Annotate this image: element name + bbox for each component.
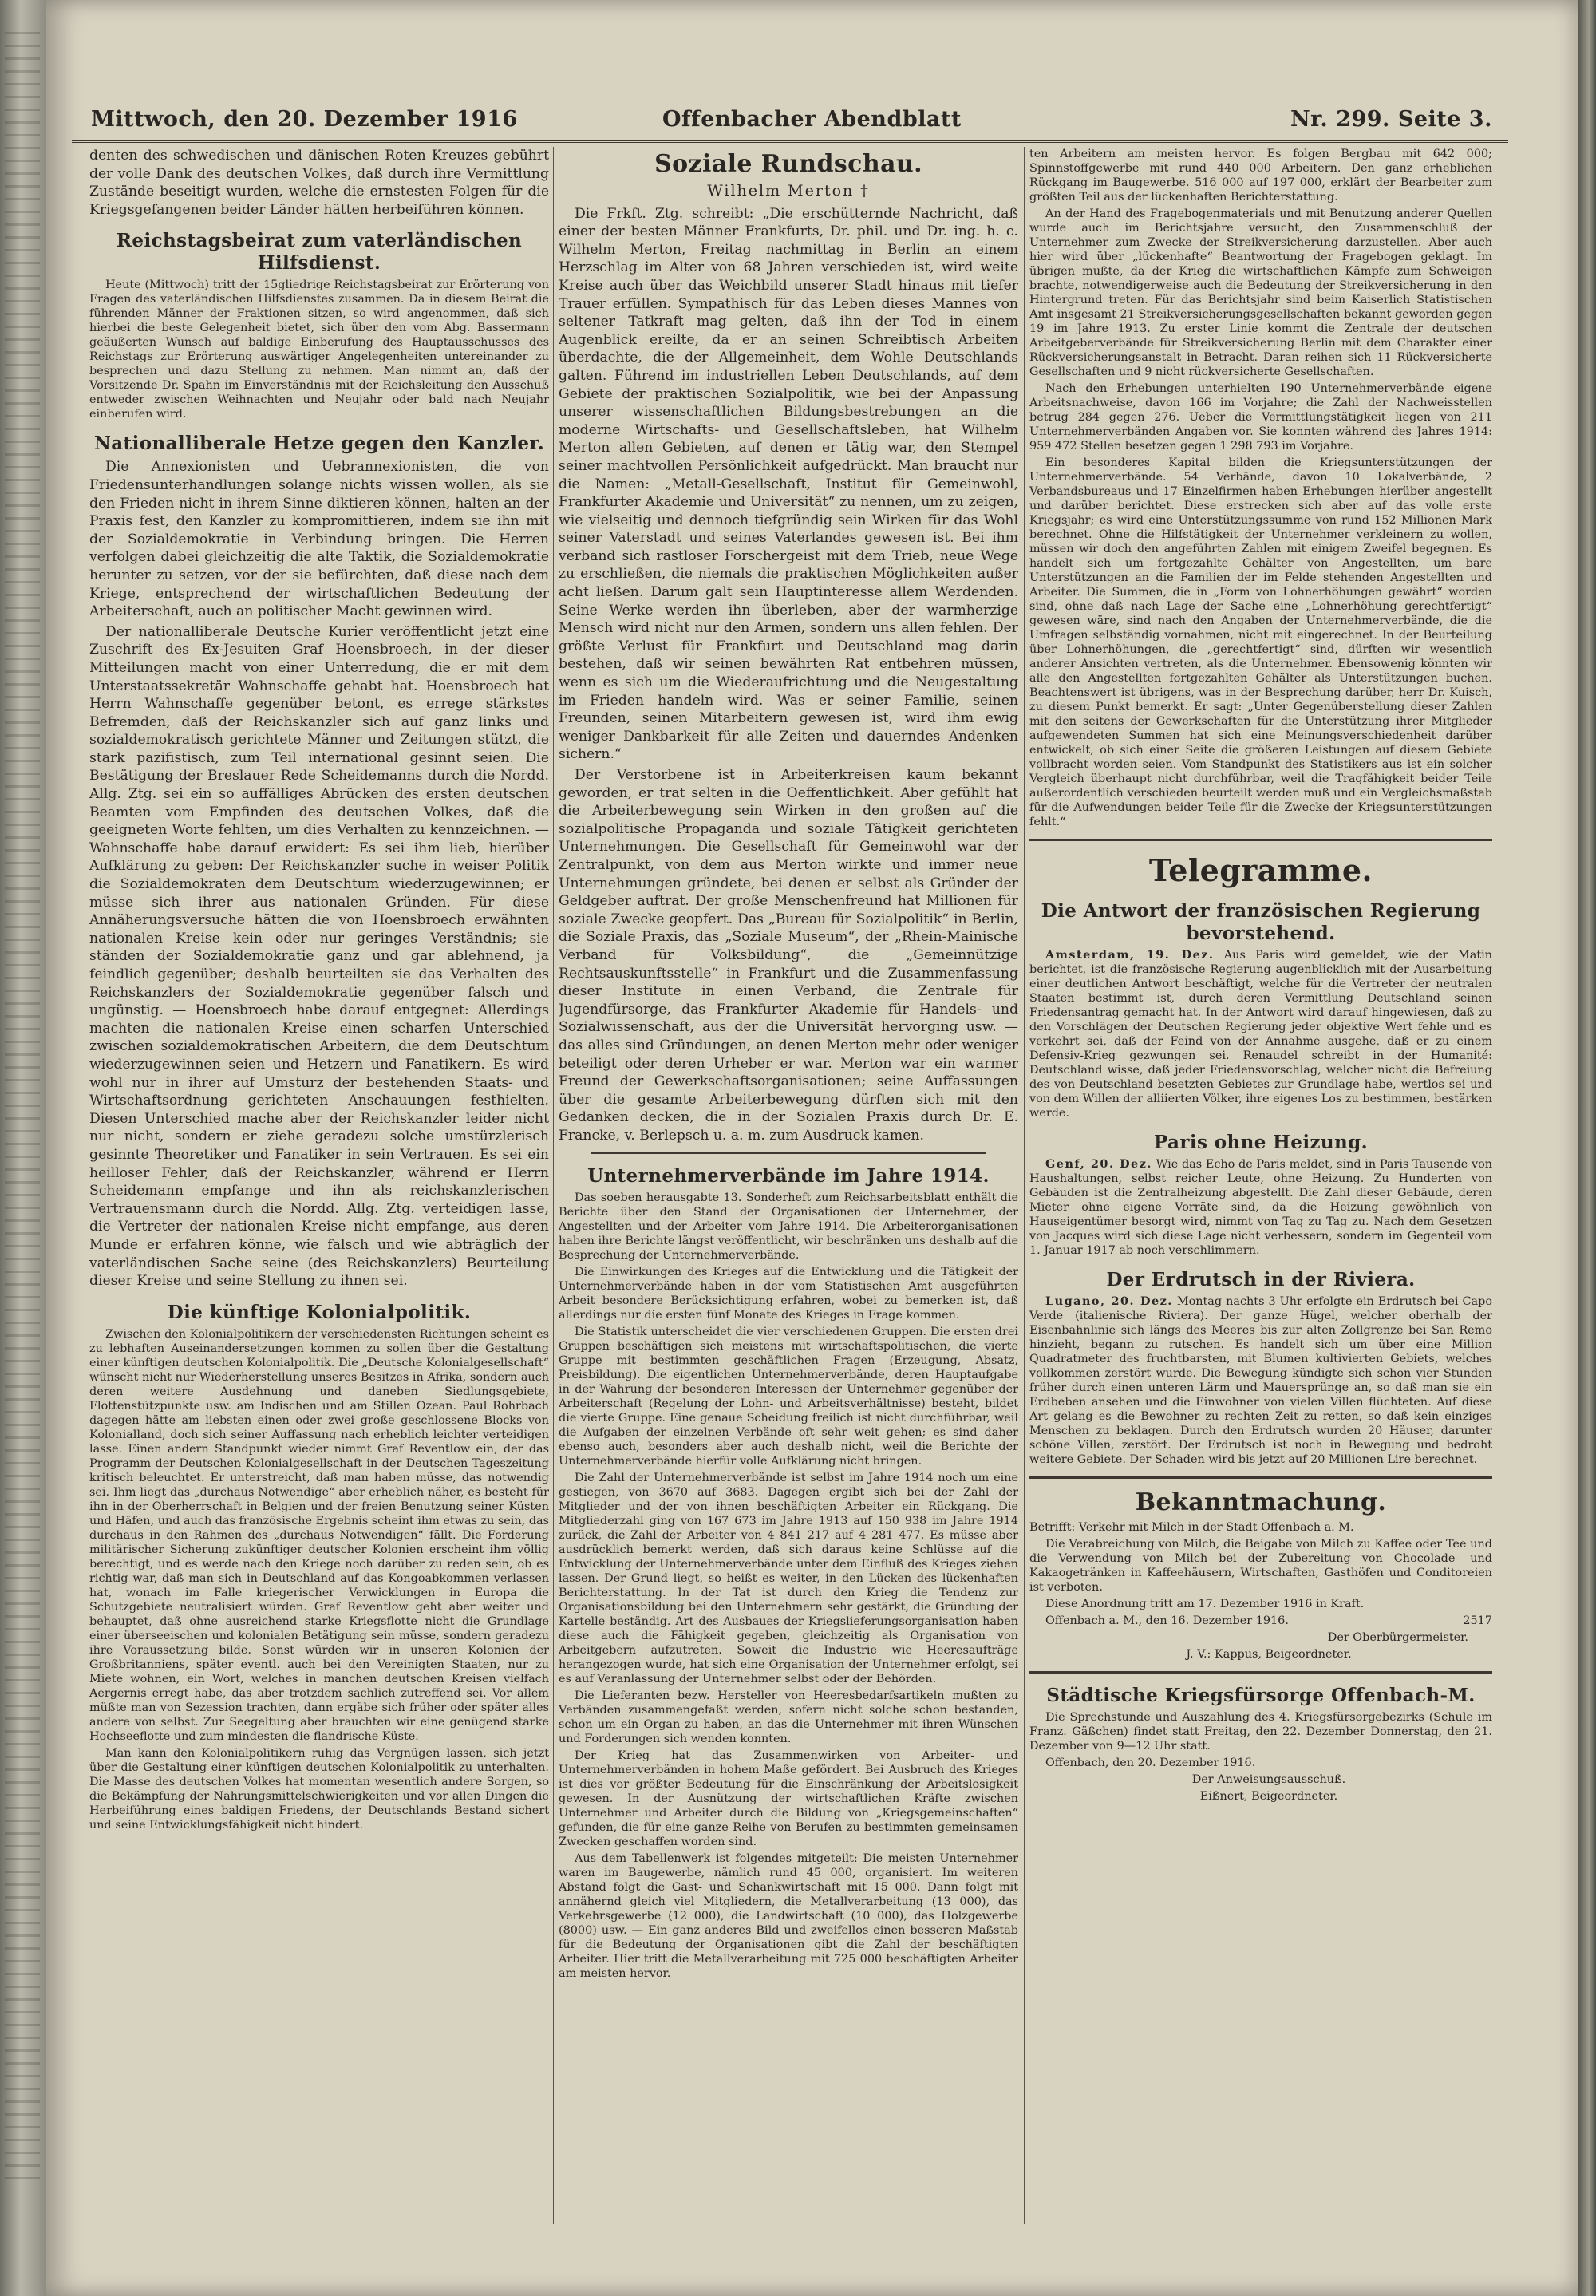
notice-signature: J. V.: Kappus, Beigeordneter. bbox=[1186, 1648, 1352, 1661]
notice-signature: Der Oberbürgermeister. bbox=[1327, 1631, 1468, 1644]
notice-paragraph: Diese Anordnung tritt am 17. Dezember 1916 in Kraft. bbox=[1045, 1598, 1365, 1610]
notice-paragraph: Die Sprechstunde und Auszahlung des 4. Kriegsfürsorgebezirks (Schule im Franz. Gäßchen) findet statt Freitag, den 22. Dezember Donnerstag, den 21. Dezember von 9—12 Uhr statt. bbox=[1029, 1711, 1492, 1753]
article-paragraph: Heute (Mittwoch) tritt der 15gliedrige Reichstagsbeirat zur Erörterung von Fragen des vaterländischen Hilfsdienstes zusammen. Da in diesem Beirat die führenden Männer der Fraktionen sitzen, so wird angenommen, daß sich hierbei die beste Gelegenheit bietet, sich über den vom Abg. Bassermann geäußerten Wunsch auf baldige Einberufung des Hauptausschusses des Reichstags zur Erörterung auswärtiger Angelegenheiten untereinander zu besprechen und dazu Stellung zu nehmen. Man nimmt an, daß der Vorsitzende Dr. Spahn im Einverständnis mit der Reichsleitung den Ausschuß entweder zwischen Weihnachten und Neujahr oder bald nach Neujahr einberufen wird. bbox=[89, 279, 549, 421]
column-2 bbox=[559, 147, 1018, 2240]
divider bbox=[1029, 839, 1492, 841]
notice-paragraph: Die Verabreichung von Milch, die Beigabe von Milch zu Kaffee oder Tee und die Verwendung von Milch bei der Zubereitung von Chocolade- und Kakaogetränken in Kaffeehäusern, Wirtschaften, Gasthöfen und Conditoreien ist verboten. bbox=[1029, 1538, 1492, 1594]
article-paragraph: Der Verstorbene ist in Arbeiterkreisen kaum bekannt geworden, er trat selten in die Oeffentlichkeit. Aber gefühlt hat die Arbeiterbewegung sein Wirken in den großen auf die sozialpolitische Propaganda und soziale Tätigkeit gerichteten Unternehmungen. Die Gesellschaft für Gemeinwohl war der Zentralpunkt, von dem aus Merton wirkte und immer neue Unternehmungen gründete, bei denen er selbst als Gründer der Geldgeber auftrat. Der große Menschenfreund hat Millionen für soziale Zwecke geopfert. Das „Bureau für Sozialpolitik“ in Berlin, die Soziale Praxis, das „Soziale Museum“, der „Rhein-Mainische Verband für Volksbildung“, die „Gemeinnützige Rechtsauskunftsstelle“ in Frankfurt und die Zusammenfassung dieser Institute in einen Verband, die Zentrale für Jugendfürsorge, das Frankfurter Akademie für Handels- und Sozialwissenschaft, aus der die Universität hervorging usw. — das alles sind Gründungen, an denen Merton mehr oder weniger beteiligt oder deren Urheber er war. Merton war ein warmer Freund der Gewerkschaftsorganisationen; seine Auffassungen über die gesamte Arbeiterbewegung dürften sich mit den Gedanken decken, die in der Sozialen Praxis durch Dr. E. Francke, v. Berlepsch u. a. m. zum Ausdruck kamen. bbox=[559, 767, 1018, 1144]
article-paragraph: Die Lieferanten bezw. Hersteller von Heeresbedarfsartikeln mußten zu Verbänden zusammengefaßt werden, sofern nicht solche schon bestanden, schon um ein Organ zu haben, an das die Unternehmer mit ihren Wünschen und Forderungen sich wenden konnten. bbox=[559, 1689, 1018, 1746]
column-rule bbox=[553, 147, 554, 2224]
article-text: Montag nachts 3 Uhr erfolgte ein Erdrutsch bei Capo Verde (italienische Riviera). Der ganze Hügel, welcher oberhalb der Eisenbahnlinie sich längs des Meeres bis zur alten Zollgrenze bei San Remo hinzieht, begann zu rutschen. Es handelt sich um über eine Million Quadratmeter des fruchtbarsten, mit Blumen kultivierten Gebiets, welches vollkommen zerstört wurde. Die Bewegung kündigte sich schon vier Stunden früher durch einen unteren Lärm und Mauersprünge an, so daß man sie ein Erdbeben ansehen und die Einwohner von vielen Villen flüchteten. Auf diese Art gelang es die Bewohner zu rechten Zeit zu retten, so daß kein einziges Menschen zu beklagen. Durch den Erdrutsch wurden 20 Häuser, darunter schöne Villen, zerstört. Der Erdrutsch ist noch in Bewegung und bedroht weitere Gebiete. Der Schaden wird bis jetzt auf 20 Millionen Lire berechnet. bbox=[1029, 1295, 1492, 1466]
article-continuation: denten des schwedischen und dänischen Roten Kreuzes gebührt der volle Dank des deutschen Volkes, daß durch ihre Vermittlung Zustände beseitigt wurden, welche die ernstesten Folgen für die Kriegsgefangenen beider Länder hätten herbeiführen können. bbox=[89, 148, 549, 218]
article-paragraph: Aus dem Tabellenwerk ist folgendes mitgeteilt: Die meisten Unternehmer waren im Baugewerbe, nämlich rund 45 000, organisiert. Im weiteren Abstand folgt die Gast- und Schankwirtschaft mit 15 000. Dann folgt mit annähernd gleich viel Mitgliedern, die Metallverarbeitung (13 000), das Verkehrsgewerbe (12 000), die Landwirtschaft (10 000), das Holzgewerbe (8000) usw. — Ein ganz anderes Bild und zweifellos einen besseren Maßstab für die Bedeutung der Organisationen gibt die Zahl der beschäftigten Arbeiter. Hier tritt die Metallverarbeitung mit 725 000 beschäftigten Arbeiter am meisten hervor. bbox=[559, 1852, 1018, 1981]
dateline: Lugano, 20. Dez. bbox=[1045, 1294, 1173, 1308]
article-title: Nationalliberale Hetze gegen den Kanzler. bbox=[93, 433, 545, 455]
article-title: Reichstagsbeirat zum vaterländischen Hilfsdienst. bbox=[116, 230, 523, 275]
header-date: Mittwoch, den 20. Dezember 1916 bbox=[91, 107, 518, 132]
article-continuation: ten Arbeitern am meisten hervor. Es folgen Bergbau mit 642 000; Spinnstoffgewerbe mit rund 440 000 Arbeitern. Den ganz erheblichen Rückgang im Baugewerbe. 516 000 auf 197 000, erklärt der Bearbeiter zum größten Teil aus der lückenhaften Berichterstattung. bbox=[1029, 148, 1492, 204]
section-title: Telegramme. bbox=[1148, 852, 1373, 888]
notice-date: Offenbach a. M., den 16. Dezember 1916. bbox=[1045, 1614, 1289, 1627]
article-paragraph: Der Krieg hat das Zusammenwirken von Arbeiter- und Unternehmerverbänden in hohem Maße gefördert. Bei Ausbruch des Krieges ist dies vor größter Bedeutung für die Einschränkung der Arbeitslosigkeit gewesen. In der Ausnützung der wirtschaftlichen Kräfte zwischen Unternehmer und Arbeiter durch die Bildung von „Kriegsgemeinschaften“ gefunden, die für eine ganze Reihe von Berufen zu bestimmten gemeinsamen Zwecken geschaffen worden sind. bbox=[559, 1749, 1018, 1849]
notice-subject: Betrifft: Verkehr mit Milch in der Stadt Offenbach a. M. bbox=[1029, 1521, 1354, 1534]
dateline: Genf, 20. Dez. bbox=[1045, 1157, 1152, 1171]
adjacent-page-edge bbox=[0, 0, 46, 2296]
article-paragraph: Das soeben herausgabte 13. Sonderheft zum Reichsarbeitsblatt enthält die Berichte über den Stand der Organisationen der Unternehmer, der Angestellten und der Arbeiter vom Jahre 1914. Die Arbeiterorganisationen haben ihre Berichte längst veröffentlicht, wir beschränken uns deshalb auf die Besprechung der Unternehmerverbände. bbox=[559, 1191, 1018, 1263]
article-paragraph: Der nationalliberale Deutsche Kurier veröffentlicht jetzt eine Zuschrift des Ex-Jesuiten Graf Hoensbroech, in der dieser Mitteilungen macht von einer Unterredung, die er mit dem Unterstaatssekretär Wahnschaffe gehabt hat. Hoensbroech hat Herrn Wahnschaffe gegenüber betont, es errege stärkstes Befremden, daß der Reichskanzler sich auf ganz links und sozialdemokratisch gerichtete Männer und Zeitungen stützt, die stark pazifistisch, zum Teil international gesinnt seien. Die Bestätigung der Breslauer Rede Scheidemanns durch die Nordd. Allg. Ztg. sei ein so auffälliges Abrücken des ersten deutschen Beamten vom Empfinden des deutschen Volkes, daß die geeigneten Worte fehlten, um dies Verhalten zu kennzeichnen. — Wahnschaffe habe darauf erwidert: Es sei ihm lieb, hierüber Aufklärung zu geben: Der Reichskanzler suche in weiser Politik die Sozialdemokraten dem Deutschtum wiederzugewinnen; er müsse sich ihrer aus nationalen Gründen. Für diese Annäherungsversuche hätten die von Hoensbroech erwähnten nationalen Kreise kein oder nur geringes Verständnis; sie ständen der Sozialdemokratie ganz und gar ablehnend, ja feindlich gegenüber; deshalb beurteilten sie das Verhalten des Reichskanzlers der Sozialdemokratie gegenüber falsch und ungünstig. — Hoensbroech habe darauf entgegnet: Allerdings machten die nationalen Kreise einen scharfen Unterschied zwischen sozialdemokratischen Arbeitern, die dem Deutschtum wiederzugewinnen seien und Hetzern und Fanatikern. Es wird wohl nur in ihrer auf Umsturz der bestehenden Staats- und Wirtschaftsordnung gerichteten Anschauungen festhielten. Diesen Unterschied mache aber der Reichskanzler leider nicht nur nicht, sondern er ziehe geradezu solche umstürzlerisch gesinnte Theoretiker und Fanatiker in sein Vertrauen. Es sei ein heilloser Fehler, daß der Reichskanzler, während er Herrn Scheidemann empfange und ihn als reichskanzlerischen Vertrauensmann durch die Nordd. Allg. Ztg. verteidigen lasse, die Vertreter der nationalen Kreise nicht empfange, aus deren Munde er erfahren könne, wie falsch und wie abträglich der vaterländischen Sache seine (des Reichskanzlers) Beurteilung dieser Kreise und seine Stellung zu ihnen sei. bbox=[89, 623, 549, 1290]
article-title: Die Antwort der französischen Regierung bevorstehend. bbox=[1041, 900, 1481, 944]
notice-number: 2517 bbox=[1463, 1614, 1492, 1627]
divider bbox=[1029, 1671, 1492, 1674]
article-paragraph: Zwischen den Kolonialpolitikern der verschiedensten Richtungen scheint es zu lebhaften Auseinandersetzungen kommen zu sollen über die Gestaltung einer künftigen deutschen Kolonialpolitik. Die „Deutsche Kolonialgesellschaft“ wünscht nicht nur Wiederherstellung unseres Besitzes in Afrika, sondern auch deren weitere Ausdehnung und daneben Siedlungsgebiete, Flottenstützpunkte usw. am Indischen und am Stillen Ozean. Paul Rohrbach dagegen hätte am liebsten einen oder zwei große geschlossene Blocks von Kolonialland, doch sich seiner Auffassung nach erheblich leichter verteidigen lasse. Einen andern Standpunkt wieder nimmt Graf Reventlow ein, der das Programm der Deutschen Kolonialgesellschaft in der Deutschen Tageszeitung kritisch beleuchtet. Er unterstreicht, daß man haben müsse, das notwendig sei. Ihm liegt das „durchaus Notwendige“ aber erheblich näher, es besteht für ihn in der Oberherrschaft in Belgien und der freien Benutzung seiner Küsten und Häfen, und auch das französische Ergebnis scheint ihm etwas zu sein, das durchaus in den Rahmen des „durchaus Notwendigen“ fällt. Die Forderung militärischer Sicherung zukünftiger deutscher Kolonien erscheint ihm völlig berechtigt, und es werde nach den Kriege noch darüber zu reden sein, ob es richtig war, daß man sich in Deutschland auf das Kongoabkommen verlassen hat, wonach im Falle kriegerischer Verwicklungen in Europa die Schutzgebiete neutralisiert würden. Graf Reventlow geht aber weiter und behauptet, daß ohne ausreichend starke Kriegsflotte nicht die Grundlage einer überseeischen und kolonialen Betätigung sein müsse, sondern geradezu ihre Voraussetzung bilde. Sonst würden wir in unseren Kolonien der Großbritanniens, später eventl. auch bei den Vereinigten Staaten, nur zu Miete wohnen, ein Wort, welches in manchen deutschen Kreisen vielfach Aergernis erregt habe, das aber trotzdem sachlich zutreffend sei. Vor allem müßte man von Sezession trachten, dann ergäbe sich früher oder später alles andere von selbst. Zur Seegeltung aber brauchten wir eine genügend starke Hochseeflotte und zum mindesten die flandrische Küste. bbox=[89, 1327, 549, 1743]
article-paragraph: Man kann den Kolonialpolitikern ruhig das Vergnügen lassen, sich jetzt über die Gestaltung einer künftigen deutschen Kolonialpolitik zu unterhalten. Die Masse des deutschen Volkes hat momentan wesentlich andere Sorgen, so die Bekämpfung der Nahrungsmittelschwierigkeiten und vor allen Dingen die Herbeiführung eines baldigen Friedens, der Deutschlands Bestand sichert und seine Entwicklungsfähigkeit nicht hindert. bbox=[89, 1746, 549, 1832]
section-title: Soziale Rundschau. bbox=[654, 150, 922, 178]
article-subtitle: Wilhelm Merton † bbox=[707, 182, 870, 200]
notice-title: Städtische Kriegsfürsorge Offenbach-M. bbox=[1046, 1685, 1476, 1706]
article-title: Der Erdrutsch in der Riviera. bbox=[1106, 1269, 1416, 1290]
article-paragraph: An der Hand des Fragebogenmaterials und mit Benutzung anderer Quellen wurde auch im Berichtsjahre versucht, den Zusammenschluß der Unternehmer zum Zwecke der Streikversicherung darzustellen. Aber auch hier wird über „lückenhafte“ Beantwortung der Fragebogen geklagt. Im übrigen mußte, da der Krieg die wirtschaftlichen Kämpfe zum Schweigen brachte, notwendigerweise auch die Bedeutung der Streikversicherung in den Hintergrund treten. Für das Berichtsjahr sind beim Kaiserlich Statistischen Amt insgesamt 21 Streikversicherungsgesellschaften bekannt geworden gegen 19 im Jahre 1913. Zu erster Linie kommt die Zentrale der deutschen Arbeitgeberverbände für Streikversicherung Berlin mit dem Charakter einer Rückversicherungsanstalt in Betracht. Daran reihen sich 11 Rückversicherte Gesellschaften und 9 nicht rückversicherte Gesellschaften. bbox=[1029, 207, 1492, 378]
page-header bbox=[72, 101, 1508, 143]
article-title: Unternehmerverbände im Jahre 1914. bbox=[587, 1165, 990, 1188]
article-paragraph: Die Frkft. Ztg. schreibt: „Die erschütternde Nachricht, daß einer der besten Männer Frankfurts, Dr. phil. und Dr. ing. h. c. Wilhelm Merton, Freitag nachmittag in Berlin an einem Herzschlag im Alter von 68 Jahren verschieden ist, wird weite Kreise auch über das Weichbild unserer Stadt hinaus mit tiefer Trauer erfüllen. Sympathisch für das Leben dieses Mannes von seltener Tatkraft mag gelten, daß ihn der Tod in einem Augenblick ereilte, da er an seinen Schreibtisch Arbeiten überdachte, die der Allgemeinheit, dem Wohle Deutschlands galten. Führend im industriellen Leben Deutschlands, auf dem Gebiete der praktischen Sozialpolitik, wie bei der Anpassung unserer wissenschaftlichen Bildungsbestrebungen an die moderne Wirtschafts- und Gesellschaftsleben, hat Wilhelm Merton allen Gebieten, auf denen er tätig war, den Stempel seiner machtvollen Persönlichkeit aufgedrückt. Man braucht nur die Namen: „Metall-Gesellschaft, Institut für Gemeinwohl, Frankfurter Akademie und Universität“ zu nennen, um zu zeigen, wie vielseitig und dennoch tiefgründig sein Wirken für das Wohl seiner Vaterstadt und seines Vaterlandes gewesen ist. Bei ihm verband sich rastloser Forschergeist mit dem Trieb, neue Wege zu erschließen, die niemals die praktischen Möglichkeiten außer acht ließen. Darum galt sein Hauptinteresse allem Werdenden. Seine Werke werden ihn überleben, aber der warmherzige Mensch wird nicht nur den Armen, sondern uns allen fehlen. Der größte Verlust für Frankfurt und Deutschland mag darin bestehen, daß wir seinen bewährten Rat entbehren müssen, wenn es sich um die Wiederaufrichtung und die Neugestaltung im Frieden handeln wird. Was er seiner Familie, seinen Freunden, seinen Mitarbeitern gewesen ist, wird ihm ewig weniger Dankbarkeit für alle Zeiten und dauerndes Andenken sichern.“ bbox=[559, 205, 1018, 763]
article-paragraph: Nach den Erhebungen unterhielten 190 Unternehmerverbände eigene Arbeitsnachweise, davon 166 im Vorjahre; die Zahl der Nachweisstellen betrug 284 gegen 276. Ueber die Vermittlungstätigkeit liegen von 211 Unternehmerverbänden Angaben vor. Sie konnten während des Jahres 1914: 959 472 Stellen besetzen gegen 1 298 793 im Vorjahre. bbox=[1029, 382, 1492, 452]
article-text: Aus Paris wird gemeldet, wie der Matin berichtet, ist die französische Regierung augenblicklich mit der Ausarbeitung einer deutlichen Antwort beschäftigt, welche für die Vertreter der neutralen Staaten bestimmt ist, durch deren Vermittlung Deutschland seinen Friedensantrag gemacht hat. In der Antwort wird darauf hingewiesen, daß zu den Vorschlägen der Deutschen Regierung jeder objektive Wert fehle und es verkehrt sei, daß der Feind von der Annahme ausgehe, daß er zu einem Defensiv-Krieg gezwungen sei. Renaudel schreibt in der Humanité: Deutschland wisse, daß jeder Friedensvorschlag, welcher nicht die Befreiung des von Deutschland besetzten Gebietes zur Grundlage habe, wertlos sei und von dem Willen der alliierten Völker, ihre eigenes Los zu bestimmen, bestärken werde. bbox=[1029, 949, 1492, 1120]
notice-signature: Eißnert, Beigeordneter. bbox=[1199, 1790, 1338, 1803]
adjacent-page-text bbox=[5, 32, 40, 2187]
binding-edge bbox=[1578, 0, 1596, 2296]
notice-signature: Der Anweisungsausschuß. bbox=[1191, 1773, 1346, 1786]
article-title: Paris ohne Heizung. bbox=[1153, 1132, 1369, 1153]
article-paragraph: Die Statistik unterscheidet die vier verschiedenen Gruppen. Die ersten drei Gruppen beschäftigen sich meistens mit wirtschaftspolitischen, die vierte Gruppe mit bestimmten geschäftlichen Fragen (Erzeugung, Absatz, Preisbildung). Die eigentlichen Unternehmerverbände, deren Hauptaufgabe in der Wahrung der besonderen Interessen der Unternehmer gegenüber der Arbeiterschaft (Regelung der Lohn- und Arbeitsverhältnisse) besteht, bildet die vierte Gruppe. Eine genaue Scheidung freilich ist nicht durchführbar, weil die Aufgaben der einzelnen Verbände oft sehr weit gehen; es sind daher ebenso auch, besonders aber auch deshalb nicht, weil die Berichte der Unternehmerverbände hierfür volle Aufklärung nicht bringen. bbox=[559, 1326, 1018, 1468]
column-1 bbox=[89, 147, 549, 2240]
article-paragraph: Die Zahl der Unternehmerverbände ist selbst im Jahre 1914 noch um eine gestiegen, von 3670 auf 3683. Dagegen ergibt sich bei der Zahl der Mitglieder und der von ihnen beschäftigten Arbeiter ein Rückgang. Die Mitgliederzahl ging von 167 673 im Jahre 1913 auf 150 938 im Jahre 1914 zurück, die Zahl der Arbeiter von 4 841 217 auf 4 281 477. Es müsse aber ausdrücklich bemerkt werden, daß sich daraus keine Schlüsse auf die Entwicklung der Unternehmerverbände unter dem Einfluß des Krieges ziehen lassen. Der Grund liegt, so heißt es weiter, in den Lücken des lückenhaften Berichterstattung. In der Tat ist durch den Krieg die Tendenz zur Organisationsbildung bei den Unternehmern sehr gestärkt, die Gründung der Kartelle beständig. Art des Ausbaues der Kriegslieferungsorganisation haben diese auch die Fähigkeit gegeben, gleichzeitig als Organisation von Arbeitgebern aufzutreten. Soweit die Industrie wie Heeresaufträge herangezogen wurde, hat sich eine Organisation der Unternehmer erfolgt, sei es auf Veranlassung der Unternehmer selbst oder der Behörden. bbox=[559, 1472, 1018, 1686]
notice-title: Bekanntmachung. bbox=[1135, 1488, 1387, 1516]
header-page-number: Nr. 299. Seite 3. bbox=[1290, 107, 1492, 132]
article-title: Die künftige Kolonialpolitik. bbox=[167, 1301, 472, 1323]
header-masthead: Offenbacher Abendblatt bbox=[662, 107, 962, 132]
column-rule bbox=[1024, 147, 1025, 2224]
article-text: Wie das Echo de Paris meldet, sind in Paris Tausende von Haushaltungen, selbst reicher Leute, ohne Heizung. Zu Hunderten von Gebäuden ist die Zentralheizung abgestellt. Die Zahl dieser Gebäude, deren Mieter ohne eigene Vorräte sind, da die Heizung gewöhnlich von Hauseigentümer besorgt wird, nimmt von Tag zu Tag zu. Nach dem Gesetzen von Jacques wird sich diese Lage nicht verbessern, sondern im Gegenteil vom 1. Januar 1917 ab noch verschlimmern. bbox=[1029, 1158, 1492, 1257]
divider bbox=[591, 1152, 986, 1154]
article-paragraph: Ein besonderes Kapital bilden die Kriegsunterstützungen der Unternehmerverbände. 54 Verbände, davon 10 Lokalverbände, 2 Verbandsbureaus und 17 Einzelfirmen haben Erhebungen hierüber angestellt und darüber berichtet. Diese erstrecken sich aber auf das volle erste Kriegsjahr; es wird eine Unterstützungssumme von rund 152 Millionen Mark berechnet. Ohne die Hilfstätigkeit der Unternehmer verkleinern zu wollen, müssen wir doch den angeführten Zahlen mit einigem Zweifel begegnen. Es handelt sich um fortgezahlte Gehälter von Angestellten, um bare Unterstützungen an die Familien der im Felde stehenden Angestellten und Arbeiter. Die Summen, die in „Form von Lohnerhöhungen gewährt“ worden sind, ohne daß nach Lage der Sache eine „Lohnerhöhung gerechtfertigt“ gewesen wäre, sind nach den Angaben der Unternehmerverbände, die die Umfragen selbständig vornahmen, nicht mit eingerechnet. In der Beurteilung über Lohnerhöhungen, die „gerechtfertigt“ sind, dürften wir wesentlich anderer Ansichten vertreten, als die Unternehmer. Ebensowenig könnten wir alle den Angestellten fortgezahlten Gehälter als Unterstützungen buchen. Beachtenswert ist übrigens, was in der Besprechung darüber, herr Dr. Kuisch, zu diesem Punkt bemerkt. Er sagt: „Unter Gegenüberstellung dieser Zahlen mit den seitens der Gewerkschaften für die Unterstützung ihrer Mitglieder aufgewendeten Summen hat sich eine Meinungsverschiedenheit darüber entwickelt, ob sich einer Seite die größeren Leistungen auf diesem Gebiete vollbracht worden seien. Vom Standpunkt des Statistikers aus ist ein solcher Vergleich überhaupt nicht durchführbar, weil die Tragfähigkeit beider Teile außerordentlich verschieden beurteilt werden muß und ein Vergleichsmaßstab für die Aufwendungen beider Teile für die Zwecke der Kriegsunterstützungen fehlt.“ bbox=[1029, 456, 1492, 828]
divider bbox=[1029, 1476, 1492, 1479]
dateline: Amsterdam, 19. Dez. bbox=[1045, 948, 1215, 962]
article-paragraph: Die Annexionisten und Uebrannexionisten, die von Friedensunterhandlungen solange nichts wissen wollen, als sie den Frieden nicht in ihrem Sinne diktieren können, halten an der Praxis fest, den Kanzler zu kompromittieren, indem sie ihn mit der Sozialdemokratie in Verbindung bringen. Die Herren verfolgen dabei gleichzeitig die alte Taktik, die Sozialdemokratie herunter zu setzen, vor der sie befürchten, daß diese nach dem Kriege, entsprechend der wirtschaftlichen Bedeutung der Arbeiterschaft, auch an politischer Macht gewinnen wird. bbox=[89, 459, 549, 620]
column-3 bbox=[1029, 147, 1492, 2240]
article-paragraph: Die Einwirkungen des Krieges auf die Entwicklung und die Tätigkeit der Unternehmerverbände haben in der vom Statistischen Amt ausgeführten Arbeit besondere Berücksichtigung erfahren, wobei zu bemerken ist, daß allerdings nur die ersten fünf Monate des Krieges in Frage kommen. bbox=[559, 1266, 1018, 1322]
notice-date: Offenbach, den 20. Dezember 1916. bbox=[1045, 1757, 1256, 1769]
